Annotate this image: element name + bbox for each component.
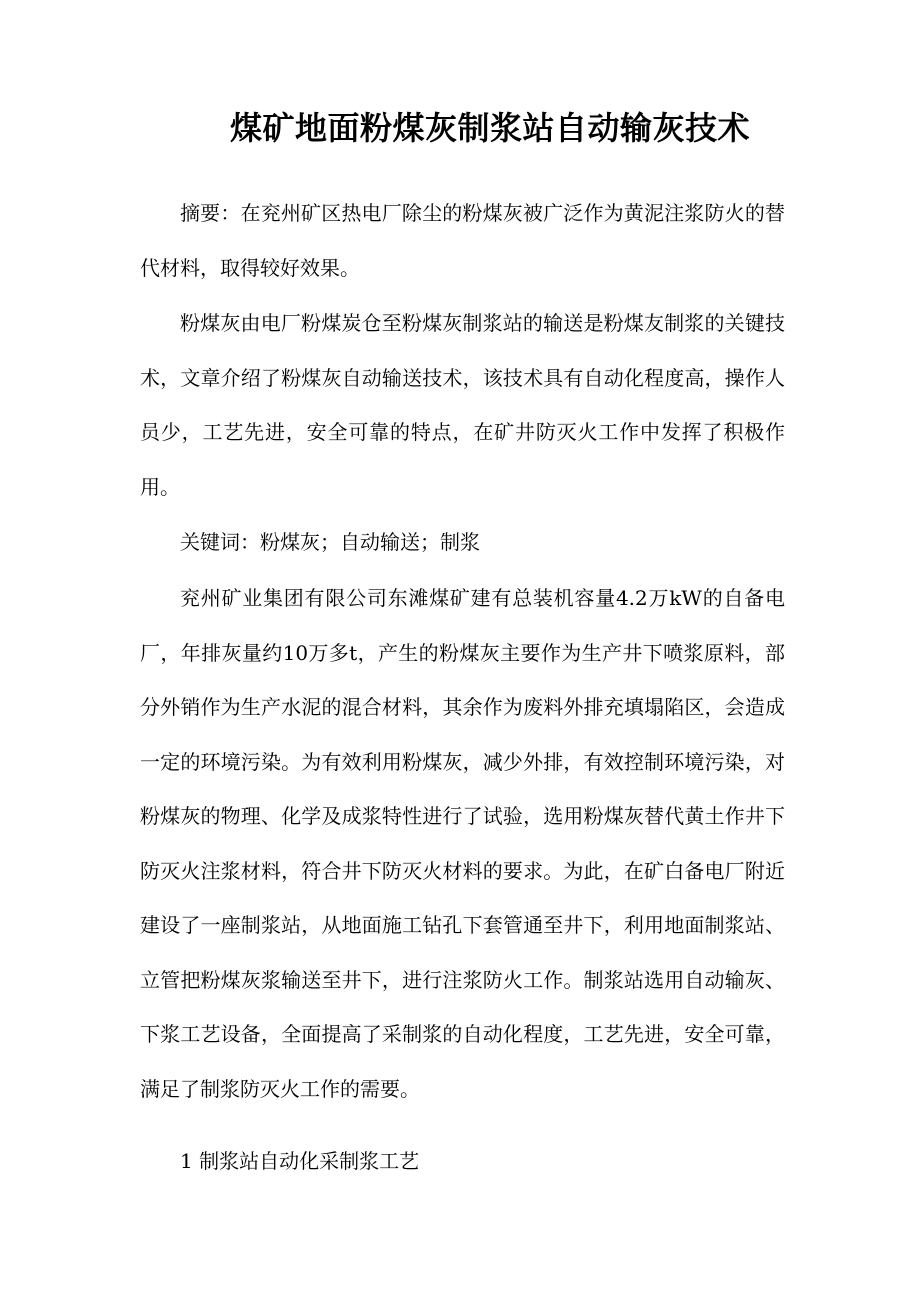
- body-paragraph: 兖州矿业集团有限公司东滩煤矿建有总装机容量4.2万kW的自备电厂，年排灰量约10万多t，产生的粉煤灰主要作为生产井下喷浆原料，部分外销作为生产水泥的混合材料，其余作为废料外排充填塌陷区，会造成一定的环境污染。为有效利用粉煤灰，减少外排，有效控制环境污染，对粉煤灰的物理、化学及成浆特性进行了试验，选用粉煤灰替代黄土作井下防灭火注浆材料，符合井下防灭火材料的要求。为此，在矿白备电厂附近建设了一座制浆站，从地面施工钻孔下套管通至井下，利用地面制浆站、立管把粉煤灰浆输送至井下，进行注浆防火工作。制浆站选用自动输灰、下浆工艺设备，全面提高了采制浆的自动化程度，工艺先进，安全可靠，满足了制浆防灭火工作的需要。: [140, 586, 785, 1101]
- section-heading: 1 制浆站自动化采制浆工艺: [180, 1149, 420, 1173]
- abstract-paragraph: 摘要：在兖州矿区热电厂除尘的粉煤灰被广泛作为黄泥注浆防火的替代材料，取得较好效果。: [140, 201, 785, 280]
- keywords-paragraph: 关键词：粉煤灰；自动输送；制浆: [180, 530, 480, 554]
- intro-paragraph: 粉煤灰由电厂粉煤炭仓至粉煤灰制浆站的输送是粉煤友制浆的关键技术，文章介绍了粉煤灰自动输送技术，该技术具有自动化程度高，操作人员少，工艺先进，安全可靠的特点，在矿井防灭火工作中发挥了积极作用。: [140, 311, 785, 499]
- document-title: 煤矿地面粉煤灰制浆站自动输灰技术: [229, 109, 750, 147]
